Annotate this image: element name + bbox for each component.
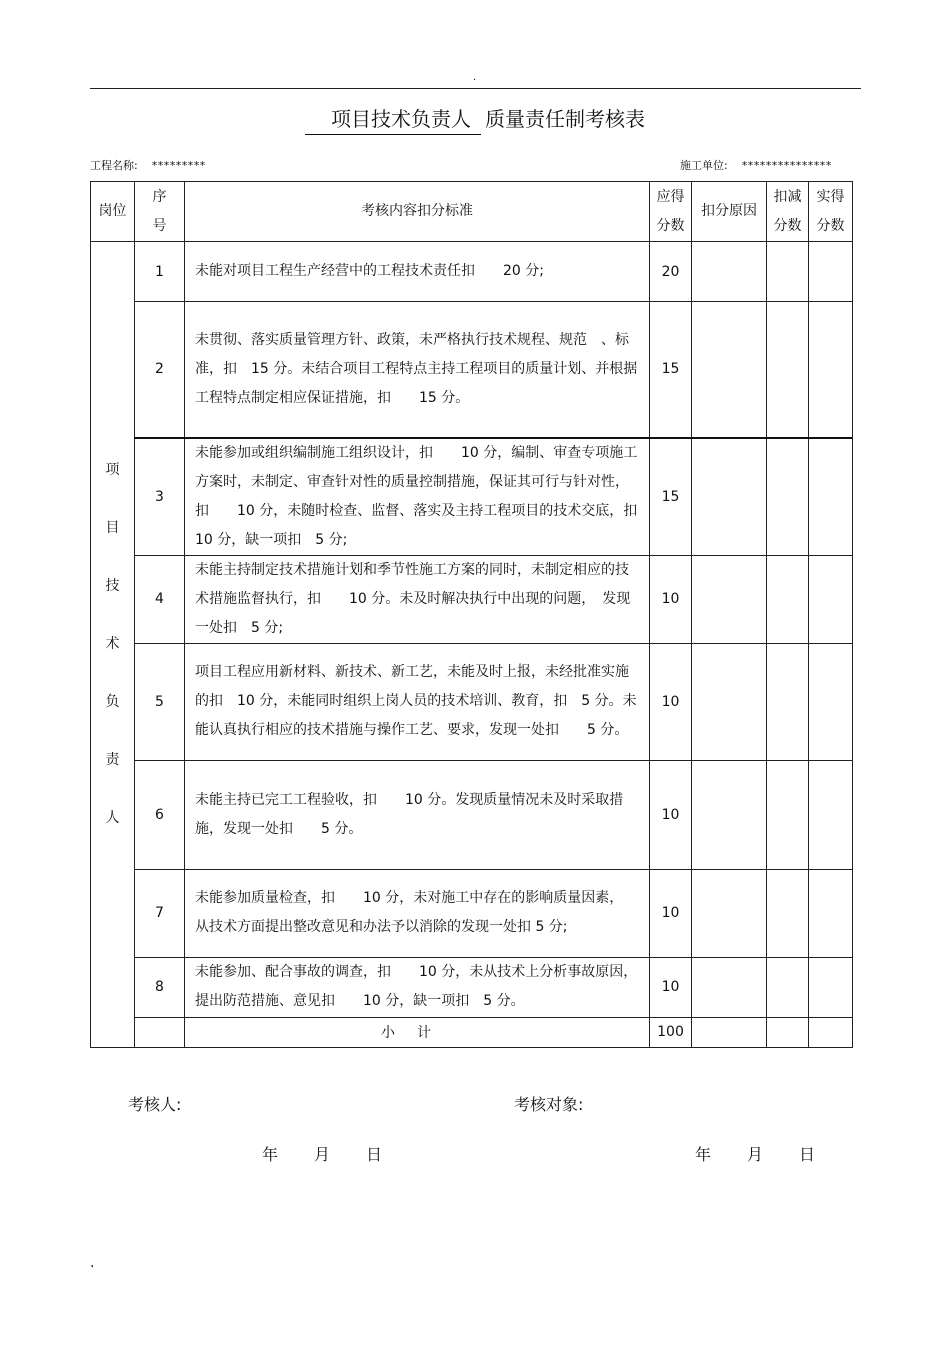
construction-unit-value: ***************: [741, 159, 832, 172]
row-due: 10: [650, 760, 692, 869]
table-row: [91, 869, 853, 957]
page-title: [0, 103, 950, 135]
title-suffix: 质量责任制考核表: [485, 107, 645, 131]
subtotal-seq: [135, 1017, 185, 1047]
row-reason: [692, 555, 767, 643]
header-reason: 扣分原因: [692, 182, 767, 242]
row-actual: [809, 643, 853, 760]
date-year: 年: [262, 1145, 279, 1164]
row-actual: [809, 302, 853, 438]
header-deduct: 扣减分数: [767, 182, 809, 242]
construction-unit-field: [680, 157, 832, 173]
row-deduct: [767, 555, 809, 643]
subtotal-value: 100: [650, 1017, 692, 1047]
examinee-date: [695, 1142, 851, 1165]
row-reason: [692, 242, 767, 302]
project-name-value: *********: [151, 159, 206, 172]
date-day: 日: [366, 1145, 383, 1164]
assessment-table: [90, 181, 853, 1048]
header-post: 岗位: [91, 182, 135, 242]
row-due: 15: [650, 438, 692, 556]
row-reason: [692, 643, 767, 760]
subtotal-reason: [692, 1017, 767, 1047]
header-criteria: 考核内容扣分标准: [185, 182, 650, 242]
row-criteria: 未贯彻、落实质量管理方针、政策，未严格执行技术规程、规范 、标准，扣 15 分。未结合项目工程特点主持工程项目的质量计划、并根据工程特点制定相应保证措施，扣 15 分。: [185, 302, 650, 438]
header-seq: 序号: [135, 182, 185, 242]
row-reason: [692, 869, 767, 957]
date-month: 月: [747, 1145, 764, 1164]
row-due: 20: [650, 242, 692, 302]
row-seq: 3: [135, 438, 185, 556]
title-role: 项目技术负责人: [305, 103, 481, 135]
row-criteria: 未能主持已完工工程验收，扣 10 分。发现质量情况未及时采取措施，发现一处扣 5 分。: [185, 760, 650, 869]
row-due: 10: [650, 643, 692, 760]
table-row: [91, 643, 853, 760]
row-seq: 5: [135, 643, 185, 760]
row-seq: 6: [135, 760, 185, 869]
subtotal-actual: [809, 1017, 853, 1047]
row-reason: [692, 957, 767, 1017]
top-mark: .: [473, 72, 477, 83]
bottom-mark: .: [90, 1255, 95, 1271]
row-criteria: 未能参加、配合事故的调查，扣 10 分，未从技术上分析事故原因，提出防范措施、意见扣 10 分，缺一项扣 5 分。: [185, 957, 650, 1017]
row-due: 10: [650, 957, 692, 1017]
examiner-date: [262, 1142, 418, 1165]
row-deduct: [767, 869, 809, 957]
header-actual: 实得分数: [809, 182, 853, 242]
row-actual: [809, 555, 853, 643]
row-due: 10: [650, 555, 692, 643]
row-actual: [809, 438, 853, 556]
row-actual: [809, 242, 853, 302]
table-row: [91, 957, 853, 1017]
subtotal-label: 小计: [185, 1017, 650, 1047]
row-actual: [809, 760, 853, 869]
date-day: 日: [799, 1145, 816, 1164]
row-deduct: [767, 302, 809, 438]
subtotal-row: [91, 1017, 853, 1047]
row-criteria: 未能参加质量检查，扣 10 分，未对施工中存在的影响质量因素， 从技术方面提出整改意见和办法予以消除的发现一处扣 5 分;: [185, 869, 650, 957]
row-criteria: 未能主持制定技术措施计划和季节性施工方案的同时，未制定相应的技术措施监督执行，扣 10 分。未及时解决执行中出现的问题， 发现一处扣 5 分;: [185, 555, 650, 643]
row-seq: 8: [135, 957, 185, 1017]
row-seq: 7: [135, 869, 185, 957]
table-row: [91, 555, 853, 643]
row-reason: [692, 760, 767, 869]
row-deduct: [767, 242, 809, 302]
date-year: 年: [695, 1145, 712, 1164]
row-deduct: [767, 438, 809, 556]
row-seq: 2: [135, 302, 185, 438]
row-actual: [809, 957, 853, 1017]
subtotal-deduct: [767, 1017, 809, 1047]
row-seq: 1: [135, 242, 185, 302]
table-row: [91, 760, 853, 869]
table-header-row: [91, 182, 853, 242]
row-seq: 4: [135, 555, 185, 643]
examiner-label: 考核人:: [128, 1095, 182, 1114]
header-due: 应得分数: [650, 182, 692, 242]
table-row: [91, 302, 853, 438]
row-reason: [692, 438, 767, 556]
row-criteria: 未能参加或组织编制施工组织设计，扣 10 分，编制、审查专项施工方案时，未制定、审查针对性的质量控制措施，保证其可行与针对性，扣 10 分，未随时检查、监督、落实及主持工程项目的技术交底，扣 10 分，缺一项扣 5 分;: [185, 438, 650, 556]
row-criteria: 项目工程应用新材料、新技术、新工艺，未能及时上报，未经批准实施的扣 10 分，未能同时组织上岗人员的技术培训、教育，扣 5 分。未能认真执行相应的技术措施与操作工艺、要求，发现一处扣 5 分。: [185, 643, 650, 760]
row-reason: [692, 302, 767, 438]
construction-unit-label: 施工单位:: [680, 159, 728, 172]
row-deduct: [767, 643, 809, 760]
post-cell: 项目技术负责人: [91, 242, 135, 1048]
row-deduct: [767, 957, 809, 1017]
project-name-field: [90, 157, 206, 173]
row-due: 15: [650, 302, 692, 438]
project-name-label: 工程名称:: [90, 159, 138, 172]
table-row: [91, 242, 853, 302]
row-deduct: [767, 760, 809, 869]
row-actual: [809, 869, 853, 957]
row-criteria: 未能对项目工程生产经营中的工程技术责任扣 20 分;: [185, 242, 650, 302]
row-due: 10: [650, 869, 692, 957]
table-row: [91, 438, 853, 556]
examinee-label: 考核对象:: [514, 1095, 584, 1114]
header-rule: [90, 88, 861, 89]
date-month: 月: [314, 1145, 331, 1164]
